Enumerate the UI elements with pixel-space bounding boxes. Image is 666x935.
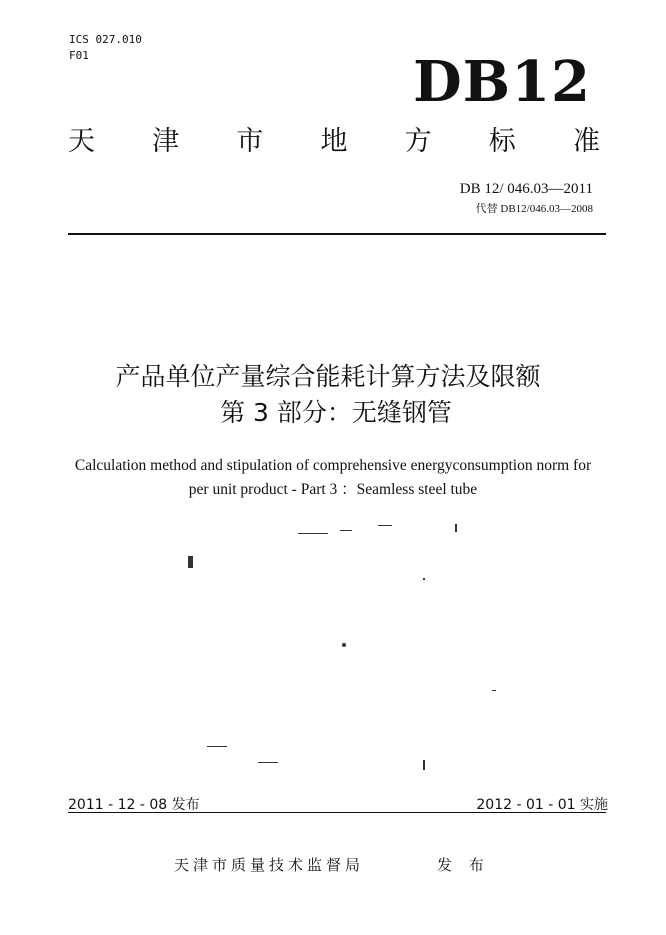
implementation-date: 2012 - 01 - 01 实施 <box>476 797 608 813</box>
scan-speck <box>378 525 392 526</box>
standard-type-char: 标 <box>488 126 516 157</box>
standard-number: DB 12/ 046.03—2011 <box>459 181 593 197</box>
classification-codes <box>69 32 142 64</box>
issuing-authority: 天津市质量技术监督局 <box>174 856 365 874</box>
ccs-code: F01 <box>69 49 89 62</box>
title-english-line1: Calculation method and stipulation of comprehensive energyconsumption norm for <box>74 457 592 474</box>
standard-type-char: 市 <box>236 126 264 157</box>
scan-speck <box>188 556 193 568</box>
scan-speck <box>342 643 346 647</box>
standard-type-char: 津 <box>152 126 180 157</box>
issue-action: 发 布 <box>437 856 490 874</box>
scan-speck <box>207 746 227 747</box>
scan-speck <box>340 530 352 531</box>
standard-type-char: 天 <box>68 126 95 157</box>
title-english <box>0 454 666 502</box>
standard-type-char: 准 <box>572 126 600 157</box>
standard-type-title <box>68 124 600 160</box>
issue-date: 2011 - 12 - 08 发布 <box>68 797 200 813</box>
scan-speck <box>492 690 496 691</box>
db12-logo: DB12 <box>413 49 591 115</box>
standard-type-char: 方 <box>404 126 432 157</box>
scan-speck <box>423 578 425 580</box>
scan-speck <box>455 524 457 532</box>
ics-code: ICS 027.010 <box>69 33 142 46</box>
replaces-note: 代替 DB12/046.03—2008 <box>475 203 593 215</box>
scan-speck <box>298 533 328 534</box>
standard-type-char: 地 <box>320 126 348 157</box>
bottom-divider <box>68 812 606 813</box>
title-chinese-line2: 第 3 部分：无缝钢管 <box>220 398 452 427</box>
scan-speck <box>423 760 425 770</box>
top-divider <box>68 233 606 235</box>
scan-speck <box>258 762 278 763</box>
title-english-line2: per unit product - Part 3 ：Seamless steel tube <box>188 481 478 498</box>
title-chinese-line1: 产品单位产量综合能耗计算方法及限额 <box>115 362 541 391</box>
